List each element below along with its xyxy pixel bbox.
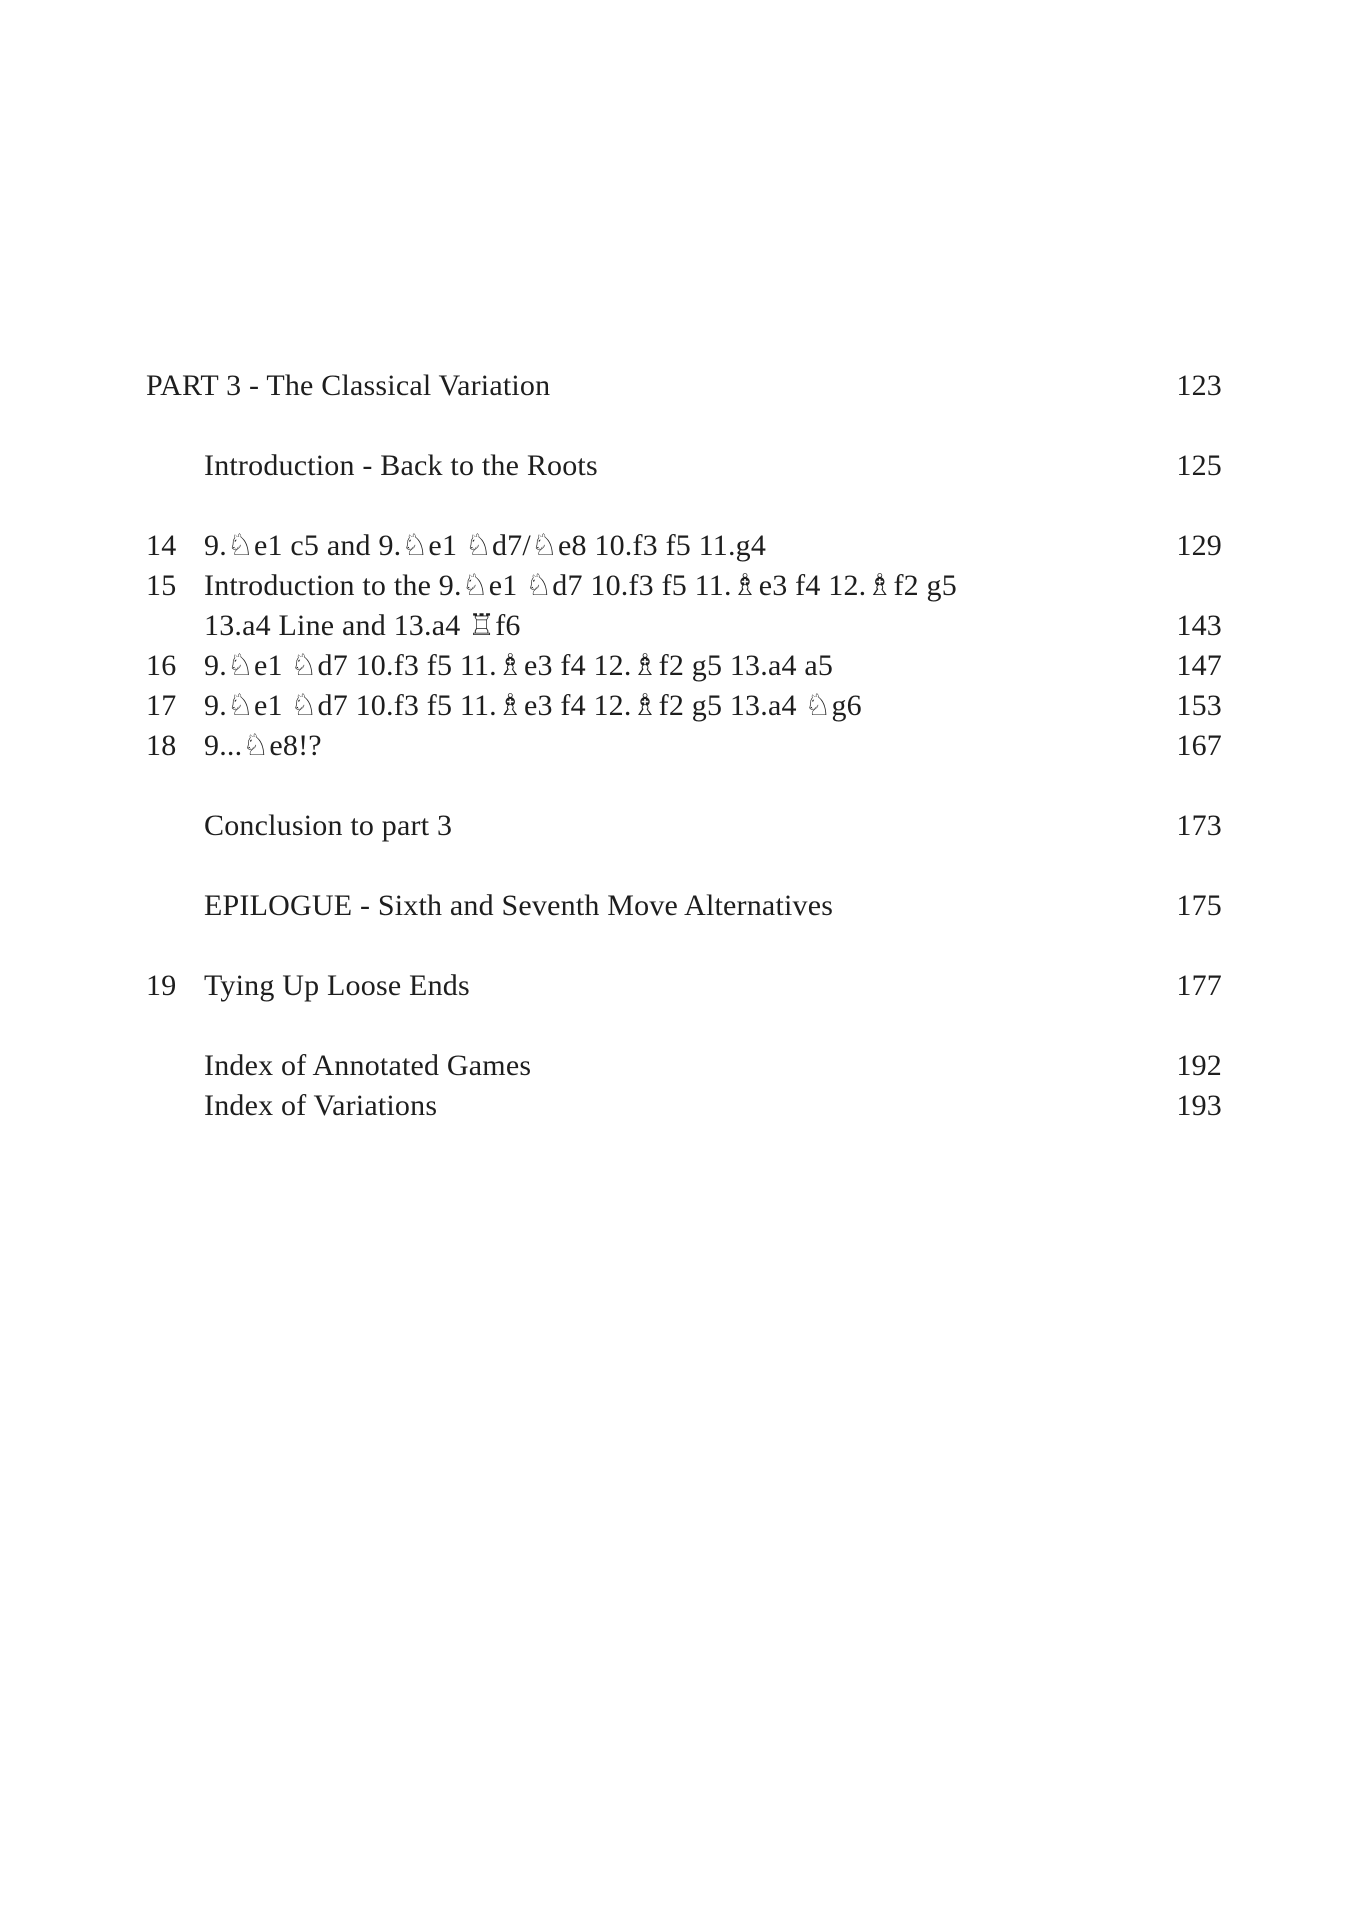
toc-title-line: 9...♘e8!? <box>204 729 322 762</box>
toc-title-line: 9.♘e1 ♘d7 10.f3 f5 11.♗e3 f4 12.♗f2 g5 13.a4 a5 <box>204 649 834 682</box>
toc-entry-title <box>204 1046 1156 1086</box>
toc-entry-page: 177 <box>1176 969 1222 1002</box>
toc-entry <box>146 1046 1222 1086</box>
toc-entry <box>146 366 1222 406</box>
toc-entry <box>146 566 1222 646</box>
toc-entry-page: 125 <box>1176 449 1222 482</box>
toc-entry-title <box>204 1086 1156 1126</box>
toc-entry <box>146 526 1222 566</box>
toc-entry-title <box>204 646 1156 686</box>
toc-entry-number: 16 <box>146 649 177 682</box>
toc-entry-page: 193 <box>1176 1089 1222 1122</box>
toc-entry-page: 129 <box>1176 529 1222 562</box>
toc-title-line: 13.a4 Line and 13.a4 ♖f6 <box>204 609 521 642</box>
toc-entry-title <box>204 686 1156 726</box>
toc-entry <box>146 646 1222 686</box>
toc-entry-page: 153 <box>1176 689 1222 722</box>
toc-entry-title <box>204 526 1156 566</box>
toc-entry-page: 192 <box>1176 1049 1222 1082</box>
toc-list <box>146 366 1222 1126</box>
toc-block <box>146 526 1222 766</box>
toc-title-line: Index of Variations <box>204 1089 438 1122</box>
toc-entry-number: 17 <box>146 689 177 722</box>
toc-entry-title <box>204 726 1156 766</box>
toc-title-line: Index of Annotated Games <box>204 1049 532 1082</box>
toc-entry <box>146 726 1222 766</box>
toc-entry-title <box>204 566 1156 646</box>
toc-entry <box>146 686 1222 726</box>
toc-entry <box>146 966 1222 1006</box>
toc-entry-page: 167 <box>1176 729 1222 762</box>
toc-title-line: Introduction to the 9.♘e1 ♘d7 10.f3 f5 11.♗e3 f4 12.♗f2 g5 <box>204 569 957 602</box>
toc-block <box>146 886 1222 926</box>
toc-entry-title <box>146 366 1156 406</box>
toc-entry <box>146 446 1222 486</box>
toc-entry-number: 18 <box>146 729 177 762</box>
toc-entry-page: 143 <box>1176 609 1222 642</box>
toc-title-line: Tying Up Loose Ends <box>204 969 470 1002</box>
toc-title-line: 9.♘e1 c5 and 9.♘e1 ♘d7/♘e8 10.f3 f5 11.g4 <box>204 529 767 562</box>
toc-entry-number: 14 <box>146 529 177 562</box>
toc-entry <box>146 886 1222 926</box>
toc-entry-number: 15 <box>146 569 177 602</box>
toc-block <box>146 366 1222 406</box>
toc-block <box>146 966 1222 1006</box>
toc-title-line: Conclusion to part 3 <box>204 809 453 842</box>
toc-entry-title <box>204 966 1156 1006</box>
toc-entry <box>146 806 1222 846</box>
toc-title-line: PART 3 - The Classical Variation <box>146 369 551 402</box>
toc-entry-title <box>204 806 1156 846</box>
toc-block <box>146 806 1222 846</box>
toc-entry-page: 175 <box>1176 889 1222 922</box>
toc-entry <box>146 1086 1222 1126</box>
toc-entry-page: 173 <box>1176 809 1222 842</box>
toc-title-line: 9.♘e1 ♘d7 10.f3 f5 11.♗e3 f4 12.♗f2 g5 13.a4 ♘g6 <box>204 689 862 722</box>
toc-block <box>146 1046 1222 1126</box>
toc-entry-title <box>204 446 1156 486</box>
toc-entry-title <box>204 886 1156 926</box>
toc-entry-page: 147 <box>1176 649 1222 682</box>
toc-block <box>146 446 1222 486</box>
toc-entry-page: 123 <box>1176 369 1222 402</box>
toc-title-line: Introduction - Back to the Roots <box>204 449 598 482</box>
toc-title-line: EPILOGUE - Sixth and Seventh Move Alternatives <box>204 889 834 922</box>
toc-entry-number: 19 <box>146 969 177 1002</box>
